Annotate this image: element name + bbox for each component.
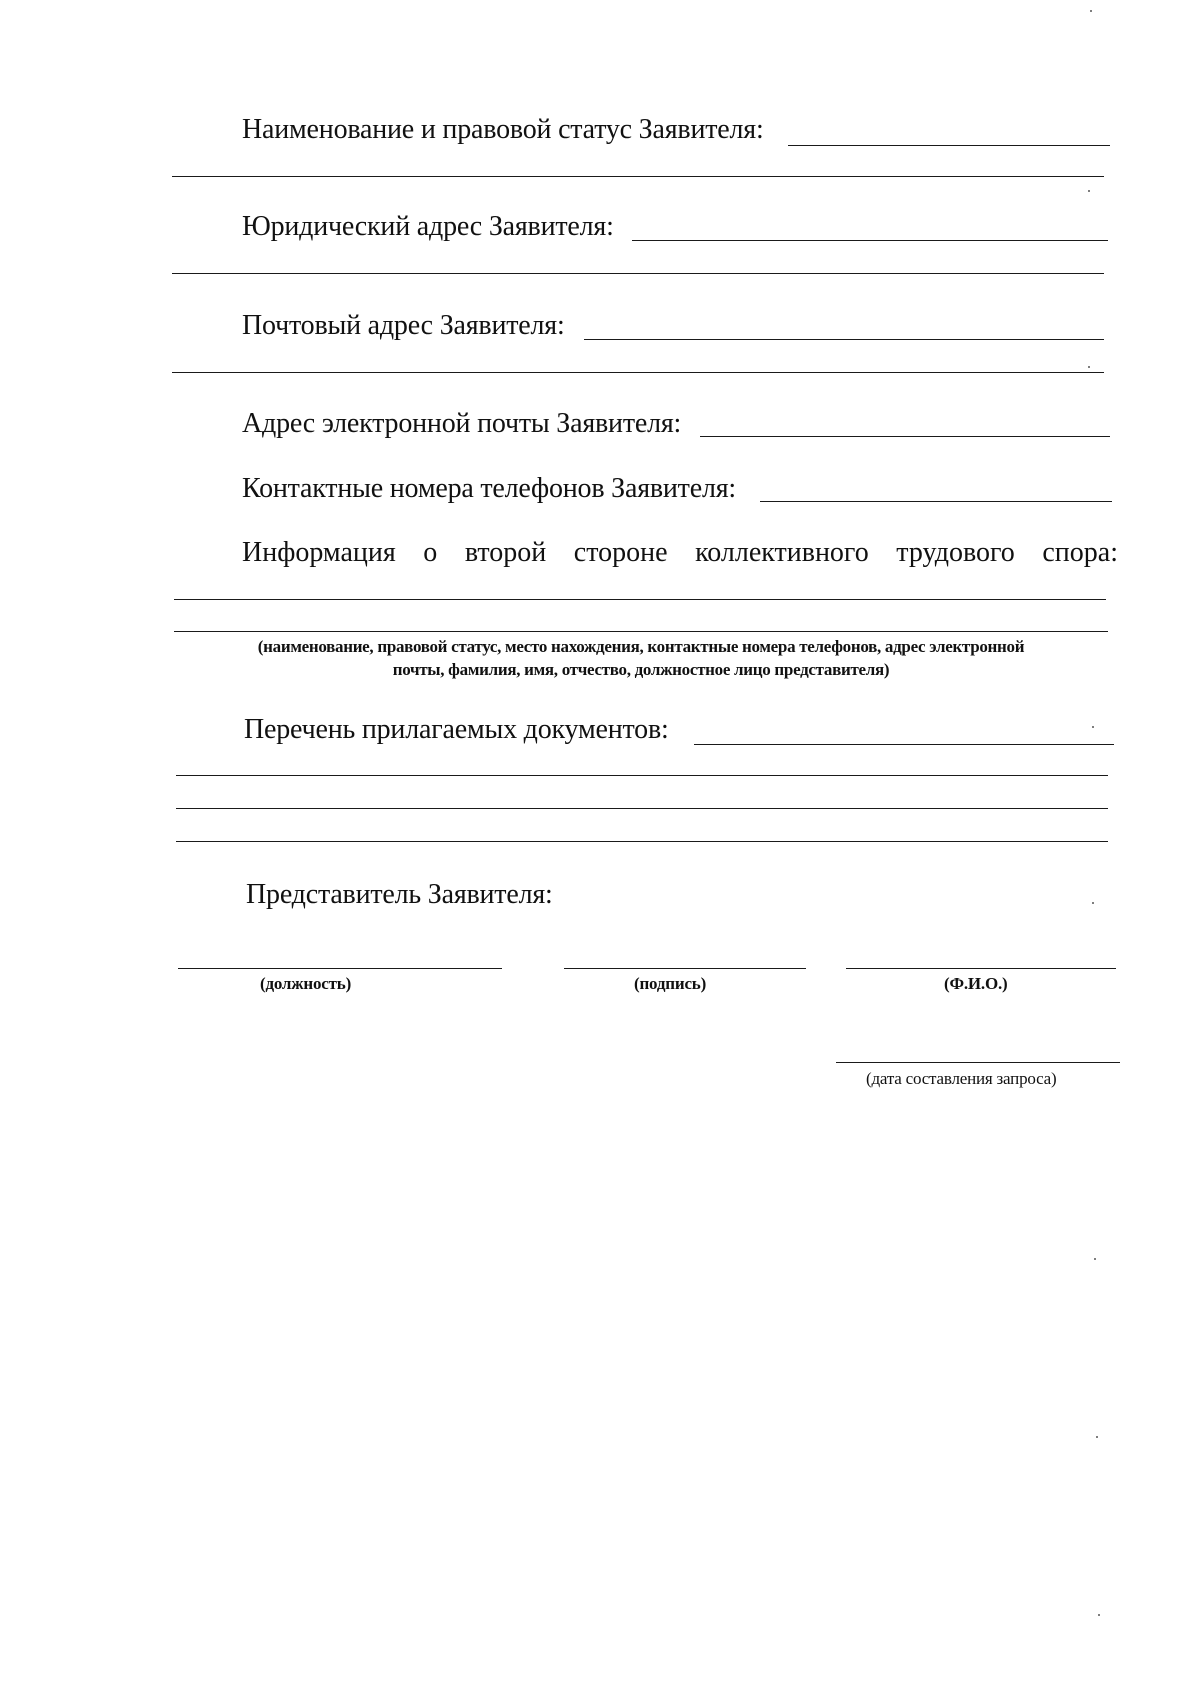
position-field[interactable]	[178, 968, 502, 969]
second-party-word: Информация	[242, 537, 396, 568]
second-party-label	[242, 536, 1118, 570]
applicant-name-field-continued[interactable]	[172, 176, 1104, 177]
representative-label: Представитель Заявителя:	[246, 879, 553, 910]
documents-field-line3[interactable]	[176, 808, 1108, 809]
applicant-name-field[interactable]	[788, 145, 1110, 146]
second-party-word: стороне	[573, 537, 668, 568]
second-party-word: трудового	[896, 537, 1015, 568]
documents-field[interactable]	[694, 744, 1114, 745]
fio-caption: (Ф.И.О.)	[944, 974, 1008, 993]
second-party-note	[176, 635, 1106, 681]
scan-speck	[1088, 190, 1090, 192]
postal-address-field[interactable]	[584, 339, 1104, 340]
scan-speck	[1092, 726, 1094, 728]
postal-address-label: Почтовый адрес Заявителя:	[242, 310, 565, 341]
email-field[interactable]	[700, 436, 1110, 437]
second-party-word: коллективного	[695, 537, 869, 568]
legal-address-field[interactable]	[632, 240, 1108, 241]
scan-speck	[1088, 366, 1090, 368]
second-party-field[interactable]	[174, 599, 1106, 600]
fio-field[interactable]	[846, 968, 1116, 969]
phones-field[interactable]	[760, 501, 1112, 502]
date-field[interactable]	[836, 1062, 1120, 1063]
signature-caption: (подпись)	[634, 974, 707, 993]
legal-address-label: Юридический адрес Заявителя:	[242, 211, 614, 242]
postal-address-field-continued[interactable]	[172, 372, 1104, 373]
second-party-note-line2: почты, фамилия, имя, отчество, должностное лицо представителя)	[392, 660, 890, 679]
phones-label: Контактные номера телефонов Заявителя:	[242, 473, 736, 504]
documents-field-line4[interactable]	[176, 841, 1108, 842]
legal-address-field-continued[interactable]	[172, 273, 1104, 274]
scan-speck	[1090, 10, 1092, 12]
email-label: Адрес электронной почты Заявителя:	[242, 408, 682, 439]
scan-speck	[1096, 1436, 1098, 1438]
scan-speck	[1092, 902, 1094, 904]
position-caption: (должность)	[260, 974, 352, 993]
second-party-field-continued[interactable]	[174, 631, 1108, 632]
documents-label: Перечень прилагаемых документов:	[244, 714, 669, 745]
documents-field-line2[interactable]	[176, 775, 1108, 776]
applicant-name-label: Наименование и правовой статус Заявителя:	[242, 114, 764, 145]
second-party-note-line1: (наименование, правовой статус, место нахождения, контактные номера телефонов, адрес электронной	[257, 637, 1025, 656]
second-party-word: спора:	[1042, 537, 1118, 568]
second-party-word: о	[423, 537, 438, 568]
signature-field[interactable]	[564, 968, 806, 969]
date-caption: (дата составления запроса)	[866, 1069, 1057, 1088]
scan-speck	[1094, 1258, 1096, 1260]
scan-speck	[1098, 1614, 1100, 1616]
second-party-word: второй	[464, 537, 547, 568]
